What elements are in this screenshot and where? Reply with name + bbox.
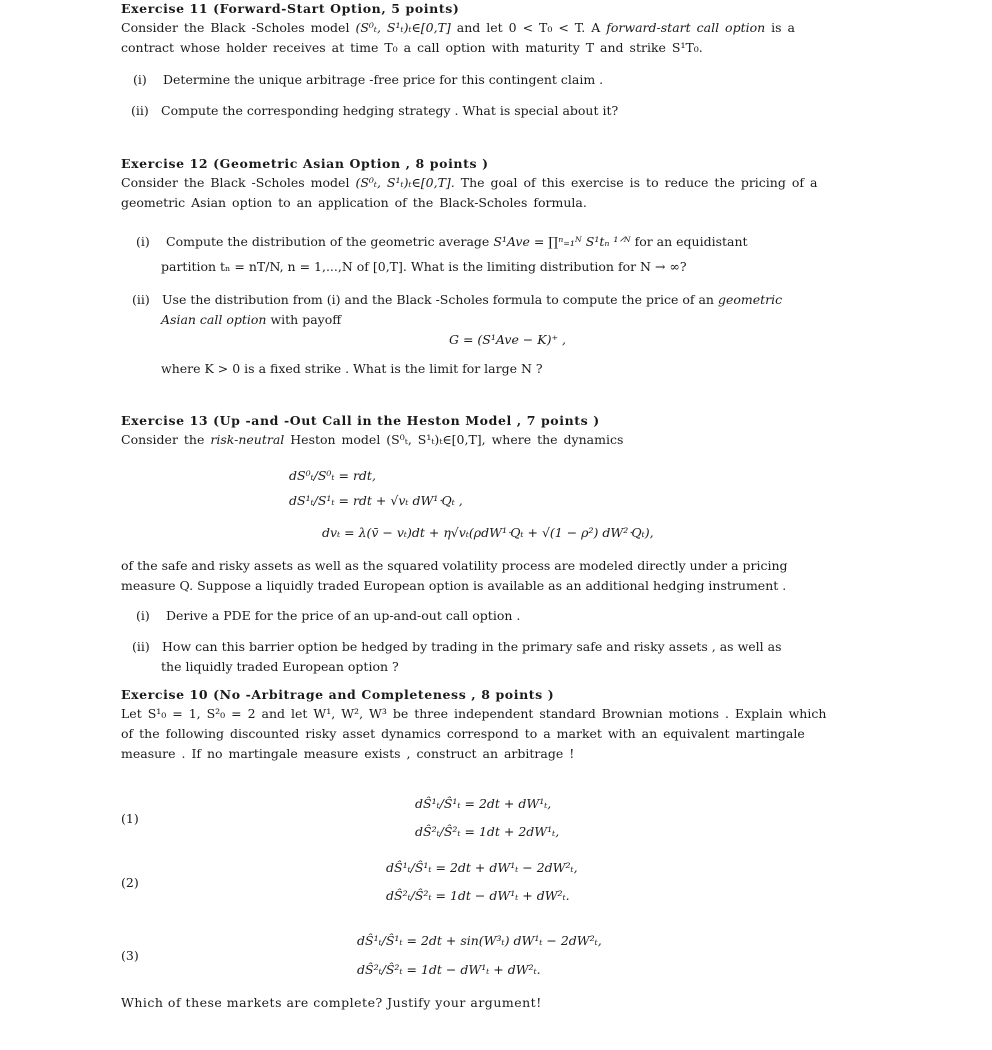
exercise-12-item-i-line2: partition tₙ = nT/N, n = 1,...,N of [0,T]. What is the limiting distribution for N → ∞? [161, 259, 687, 274]
system-3-label: (3) [121, 948, 139, 963]
heston-eq-safe: dS⁰ₜ/S⁰ₜ = rdt, [289, 468, 376, 483]
exercise-13-after-2: measure Q. Suppose a liquidly traded European option is available as an additional hedging instrument . [121, 578, 787, 593]
exercise-13-item-ii-line2: the liquidly traded European option ? [161, 659, 399, 674]
system-1-label: (1) [121, 811, 139, 826]
exercise-11-title: Exercise 11 (Forward-Start Option, 5 points) [121, 1, 460, 16]
exercise-13-item-i: (i) Derive a PDE for the price of an up-and-out call option . [136, 608, 521, 623]
exercise-10-line3: measure . If no martingale measure exists , construct an arbitrage ! [121, 746, 575, 761]
exercise-11-intro-line2: contract whose holder receives at time T₀ a call option with maturity T and strike S¹T₀. [121, 40, 703, 55]
system-3-eq2: dŜ²ₜ/Ŝ²ₜ = 1dt − dW¹ₜ + dW²ₜ. [357, 962, 541, 977]
exercise-11-item-i: (i) Determine the unique arbitrage -free price for this contingent claim . [133, 72, 604, 87]
exercise-10 [121, 686, 881, 1010]
heston-eq-variance: dvₜ = λ(v̄ − vₜ)dt + η√vₜ(ρdW¹ᐧQₜ + √(1 − ρ²) dW²ᐧQₜ), [322, 525, 654, 540]
exercise-12-intro-line2: geometric Asian option to an application of the Black-Scholes formula. [121, 195, 587, 210]
exercise-11-intro: Consider the Black -Scholes model (S⁰ₜ, S¹ₜ)ₜ∈[0,T] and let 0 < T₀ < T. A forward-start call option is a [121, 20, 795, 35]
heston-eq-risky: dS¹ₜ/S¹ₜ = rdt + √vₜ dW¹ᐧQₜ , [289, 493, 463, 508]
exercise-12-item-ii-line3: where K > 0 is a fixed strike . What is the limit for large N ? [161, 361, 543, 376]
exercise-11-item-ii: (ii) Compute the corresponding hedging strategy . What is special about it? [131, 103, 619, 118]
system-2-eq2: dŜ²ₜ/Ŝ²ₜ = 1dt − dW¹ₜ + dW²ₜ. [386, 888, 570, 903]
exercise-13-after-1: of the safe and risky assets as well as the squared volatility process are modeled directly under a pricing [121, 558, 788, 573]
exercise-13-intro: Consider the risk-neutral Heston model (S⁰ₜ, S¹ₜ)ₜ∈[0,T], where the dynamics [121, 432, 624, 447]
exercise-13-item-ii: (ii) How can this barrier option be hedged by trading in the primary safe and risky assets , as well as [132, 639, 782, 654]
exercise-10-title: Exercise 10 (No -Arbitrage and Completeness , 8 points ) [121, 687, 555, 702]
payoff-formula: G = (S¹Ave − K)⁺ , [449, 332, 567, 347]
exercise-10-closing: Which of these markets are complete? Justify your argument! [121, 995, 542, 1010]
system-1-eq1: dŜ¹ₜ/Ŝ¹ₜ = 2dt + dW¹ₜ, [415, 796, 552, 811]
exercise-12-intro: Consider the Black -Scholes model (S⁰ₜ, S¹ₜ)ₜ∈[0,T]. The goal of this exercise is to reduce the pricing of a [121, 175, 818, 190]
exercise-10-line2: of the following discounted risky asset dynamics correspond to a market with an equivalent martingale [121, 726, 805, 741]
exercise-10-line1: Let S¹₀ = 1, S²₀ = 2 and let W¹, W², W³ be three independent standard Brownian motions . Explain which [121, 706, 827, 721]
exercise-12-item-ii-line2: Asian call option with payoff [161, 312, 342, 327]
exercise-11 [121, 0, 881, 118]
exercise-12-item-ii: (ii) Use the distribution from (i) and the Black -Scholes formula to compute the price of an geometric [132, 292, 783, 307]
exercise-13 [121, 412, 881, 674]
system-1-eq2: dŜ²ₜ/Ŝ²ₜ = 1dt + 2dW¹ₜ, [415, 824, 560, 839]
exercise-13-title: Exercise 13 (Up -and -Out Call in the Heston Model , 7 points ) [121, 413, 600, 428]
system-3-eq1: dŜ¹ₜ/Ŝ¹ₜ = 2dt + sin(W³ₜ) dW¹ₜ − 2dW²ₜ, [357, 933, 602, 948]
exercise-12-title: Exercise 12 (Geometric Asian Option , 8 points ) [121, 156, 489, 171]
system-2-label: (2) [121, 875, 139, 890]
system-2-eq1: dŜ¹ₜ/Ŝ¹ₜ = 2dt + dW¹ₜ − 2dW²ₜ, [386, 860, 578, 875]
exercise-12-item-i: (i) Compute the distribution of the geometric average S¹Ave = ∏ⁿ₌₁ᴺ S¹tₙ ¹ᐟᴺ for an equidistant [136, 234, 748, 249]
exercise-12 [121, 155, 881, 376]
